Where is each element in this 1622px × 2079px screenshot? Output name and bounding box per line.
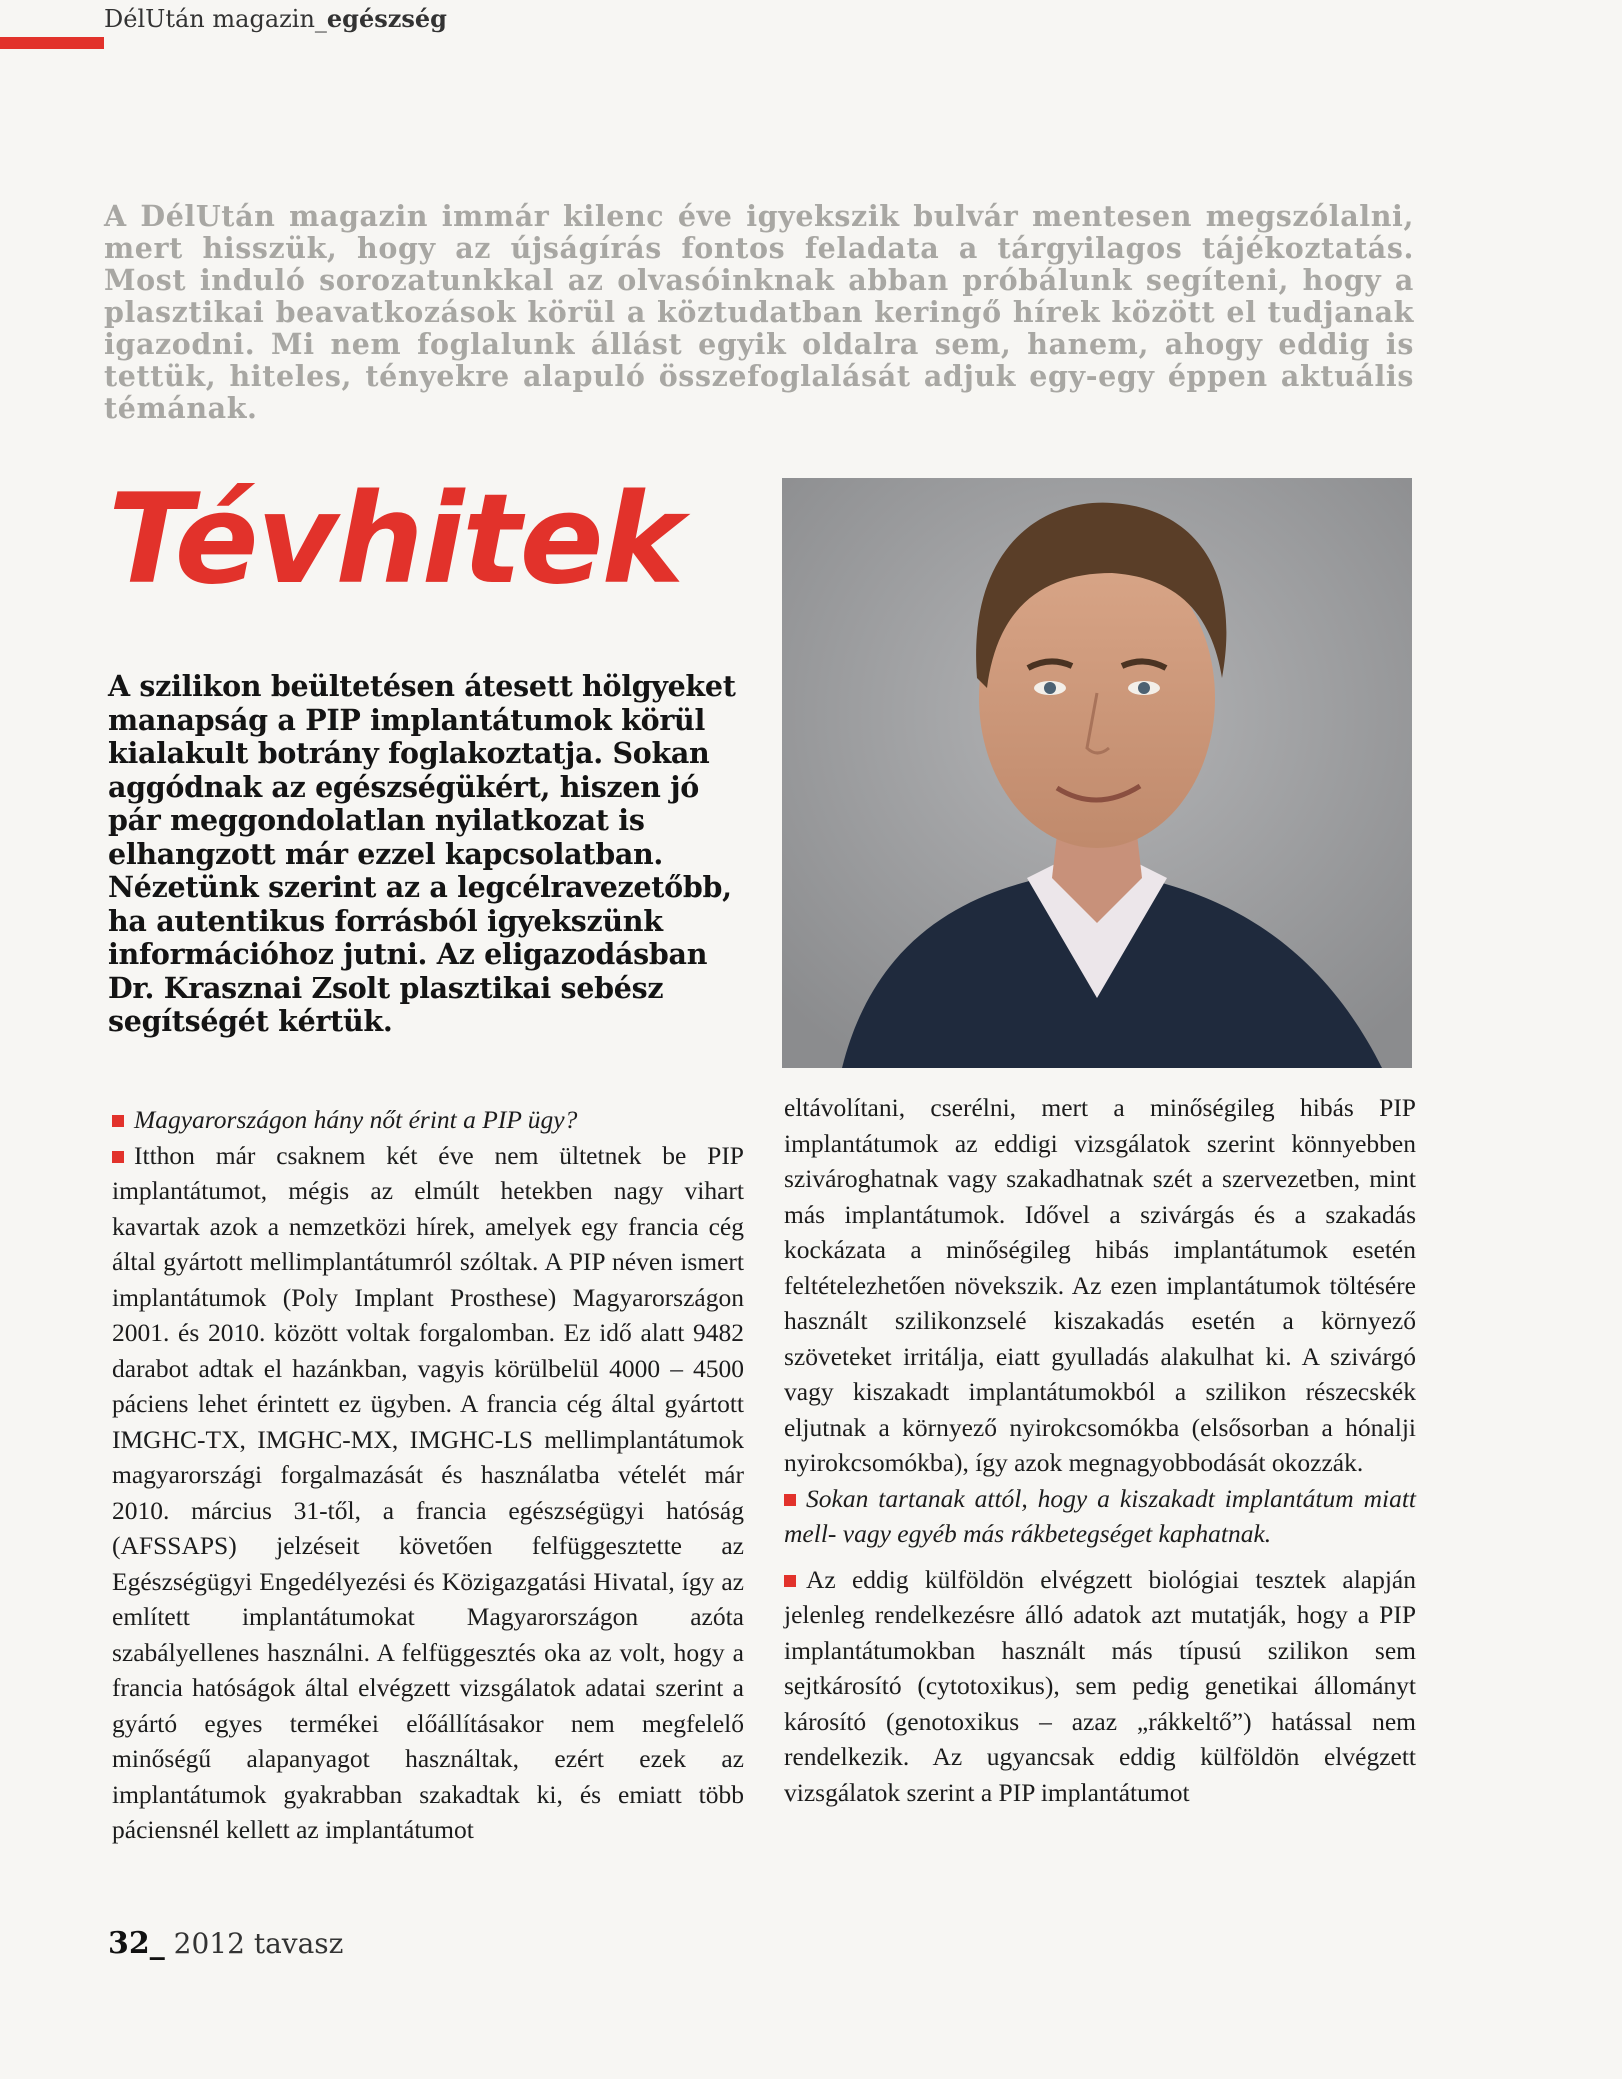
lead-paragraph: A szilikon beültetésen átesett hölgyeket manapság a PIP implantátumok körül kialakult botrány foglakoztatja. Sokan aggódnak az egészségükért, hiszen jó pár meggondolatlan nyilatkozat is elhangzott már ezzel kapcsolatban. Nézetünk szerint az a legcélravezetőbb, ha autentikus forrásból igyekszünk információhoz jutni. Az eligazodásban Dr. Krasznai Zsolt plasztikai sebész segítségét kértük. [108, 669, 736, 1038]
intro-paragraph: A DélUtán magazin immár kilenc éve igyekszik bulvár mentesen megszólalni, mert hisszük, hogy az újságírás fontos feladata a tárgyilagos tájékoztatás. Most induló sorozatunkkal az olvasóinknak abban próbálunk segíteni, hogy a plasztikai beavatkozások körül a köztudatban keringő hírek között el tudjanak igazodni. Mi nem foglalunk állást egyik oldalra sem, hanem, ahogy eddig is tettük, hiteles, tényekre alapuló összefoglalását adjuk egy-egy éppen aktuális témának. [104, 199, 1414, 425]
article-column-left [112, 1102, 744, 1848]
article-column-right [784, 1090, 1416, 1810]
portrait-photo [782, 478, 1412, 1068]
bullet-square-icon [112, 1151, 124, 1163]
page-footer [108, 1926, 343, 1961]
question-text: Sokan tartanak attól, hogy a kiszakadt implantátum miatt mell- vagy egyéb más rákbetegséget kaphatnak. [784, 1483, 1416, 1548]
bullet-square-icon [112, 1115, 124, 1127]
bullet-square-icon [784, 1575, 796, 1587]
header-accent-bar [0, 37, 104, 49]
running-header [104, 4, 447, 33]
question-paragraph [784, 1481, 1416, 1552]
continuation-text: eltávolítani, cserélni, mert a minőségileg hibás PIP implantátumok az eddigi vizsgálatok szerint könnyebben szivároghatnak vagy szakadhatnak szét a szervezetben, mint más implantátumok. Idővel a szivárgás és a szakadás kockázata a minőségileg hibás implantátumok esetén feltételezhetően növekszik. Az ezen implantátumok töltésére használt szilikonzselé kiszakadás esetén a környező szöveteket irritálja, eiatt gyulladás alakulhat ki. A szivárgó vagy kiszakadt implantátumokból a szilikon részecskék eljutnak a környező nyirokcsomókba (elsősorban a hónalji nyirokcsomókba), így azok megnagyobbodását okozzák. [784, 1093, 1416, 1477]
issue-label: 2012 tavasz [173, 1927, 344, 1960]
answer-text: Az eddig külföldön elvégzett biológiai tesztek alapján jelenleg rendelkezésre álló adatok azt mutatják, hogy a PIP implantátumokban használt más típusú szilikon sem sejtkárosító (cytotoxikus), sem pedig genetikai állományt károsító (genotoxikus – azaz „rákkeltő”) hatással nem rendelkezik. Az ugyancsak eddig külföldön elvégzett vizsgálatok szerint a PIP implantátumot [784, 1564, 1416, 1807]
question-paragraph [112, 1102, 744, 1138]
question-text: Magyarországon hány nőt érint a PIP ügy? [134, 1105, 578, 1134]
section-name: egészség [326, 4, 447, 33]
answer-paragraph [112, 1138, 744, 1848]
bullet-square-icon [784, 1494, 796, 1506]
article-title: Tévhitek [108, 468, 683, 612]
publication-name: DélUtán magazin_ [104, 5, 327, 33]
page-number: 32_ [108, 1926, 165, 1961]
answer-text: Itthon már csaknem két éve nem ültetnek be PIP implantátumot, mégis az elmúlt hetekben nagy vihart kavartak azok a nemzetközi hírek, amelyek egy francia cég által gyártott mellimplantátumról szóltak. A PIP néven ismert implantátumok (Poly Implant Prosthese) Magyarországon 2001. és 2010. között voltak forgalomban. Ez idő alatt 9482 darabot adtak el hazánkban, vagyis körülbelül 4000 – 4500 páciens lehet érintett ez ügyben. A francia cég által gyártott IMGHC-TX, IMGHC-MX, IMGHC-LS mellimplantátumok magyarországi forgalmazását és használatba vételét már 2010. március 31-től, a francia egészségügyi hatóság (AFSSAPS) jelzéseit követően felfüggesztette az Egészségügyi Engedélyezési és Közigazgatási Hivatal, így az említett implantátumokat Magyarországon azóta szabályellenes használni. A felfüggesztés oka az volt, hogy a francia hatóságok által elvégzett vizsgálatok adatai szerint a gyártó egyes termékei előállításakor nem megfelelő minőségű alapanyagot használtak, ezért ezek az implantátumok gyakrabban szakadtak ki, és emiatt több páciensnél kellett az implantátumot [112, 1140, 744, 1844]
answer-paragraph [784, 1562, 1416, 1811]
